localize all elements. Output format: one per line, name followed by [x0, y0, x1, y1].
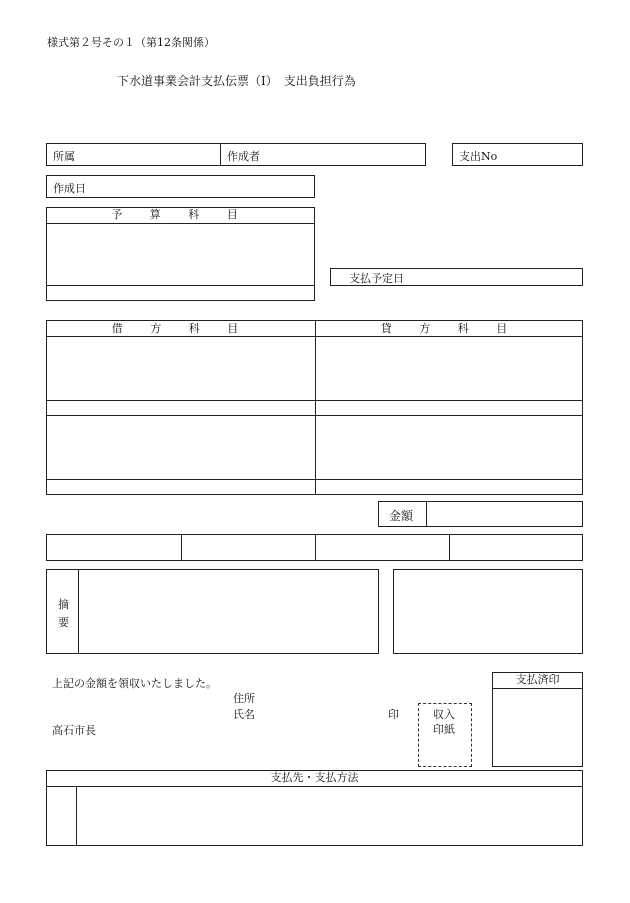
- budget-bottom-divider: [47, 285, 314, 286]
- payment-no-field[interactable]: [452, 143, 583, 166]
- amount-field[interactable]: [378, 501, 583, 527]
- page-title: 下水道事業会計支払伝票（Ⅰ） 支出負担行為: [117, 74, 356, 88]
- name-label: 氏名: [233, 708, 255, 721]
- ledger-divider-3: [47, 479, 582, 480]
- creation-date-label: 作成日: [53, 182, 86, 195]
- payee-header: 支払先・支払方法: [47, 771, 582, 787]
- stamp-label-1: 収入: [433, 708, 455, 721]
- scheduled-payment-date-label: 支払予定日: [349, 272, 404, 285]
- credit-header: 貸 方 科 目: [380, 322, 520, 335]
- form-reference: 様式第２号その１（第12条関係）: [47, 36, 215, 49]
- paid-seal-header: 支払済印: [493, 673, 582, 689]
- ledger-divider-2: [47, 415, 582, 416]
- creator-label: 作成者: [227, 150, 260, 163]
- receipt-statement: 上記の金額を領収いたしました。: [52, 677, 217, 690]
- breakdown-divider-1: [181, 535, 182, 560]
- payee-left-divider: [76, 786, 77, 845]
- address-label: 住所: [233, 692, 255, 705]
- revenue-stamp-area: [418, 703, 472, 767]
- budget-items-box: [46, 207, 315, 301]
- summary-label-1: 摘: [58, 598, 69, 611]
- amount-breakdown-row: [46, 534, 583, 561]
- scheduled-payment-date-field[interactable]: [330, 268, 583, 286]
- ledger-divider-1: [47, 400, 582, 401]
- remarks-box: [393, 569, 583, 654]
- paid-seal-box: [492, 672, 583, 767]
- summary-label-divider: [78, 570, 79, 653]
- debit-header: 借 方 科 目: [111, 322, 251, 335]
- ledger-header-divider: [47, 336, 582, 337]
- ledger-table: [46, 320, 583, 495]
- payee-box: [46, 770, 583, 846]
- mayor-label: 高石市長: [52, 724, 96, 737]
- amount-divider: [426, 502, 427, 526]
- summary-box: [46, 569, 379, 654]
- creation-date-field[interactable]: [46, 175, 315, 198]
- summary-label-2: 要: [58, 616, 69, 629]
- row-divider: [220, 144, 221, 165]
- ledger-center-divider: [315, 321, 316, 494]
- seal-mark: 印: [388, 708, 399, 721]
- breakdown-divider-2: [315, 535, 316, 560]
- payment-no-label: 支出No: [459, 150, 498, 163]
- breakdown-divider-3: [449, 535, 450, 560]
- affiliation-label: 所属: [53, 150, 75, 163]
- affiliation-creator-row: [46, 143, 426, 166]
- amount-label: 金額: [389, 509, 414, 523]
- stamp-label-2: 印紙: [433, 723, 455, 736]
- budget-items-header: 予 算 科 目: [47, 208, 314, 224]
